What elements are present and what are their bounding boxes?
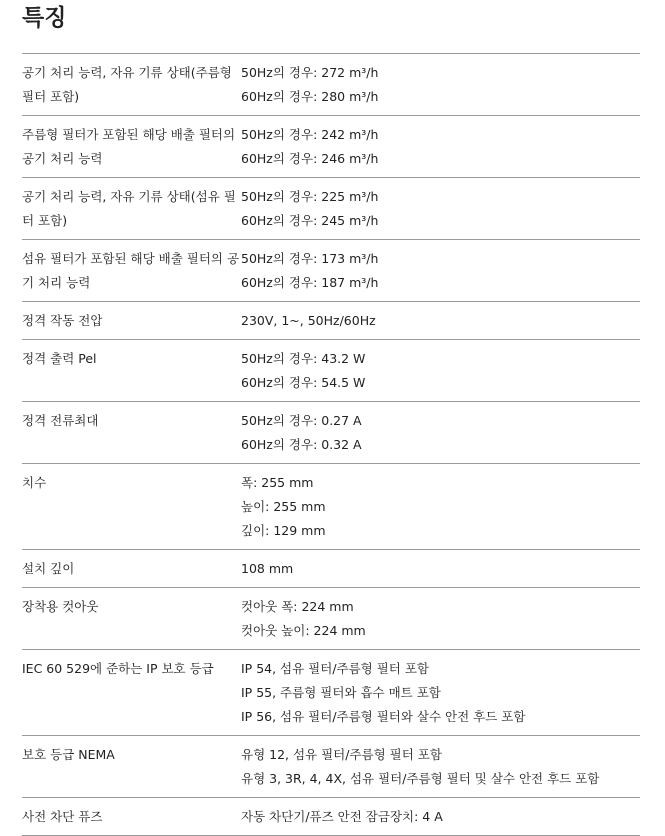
spec-value: 50Hz의 경우: 43.2 W — [241, 351, 366, 366]
spec-value: 깊이: 129 mm — [241, 523, 326, 538]
spec-values — [241, 409, 640, 457]
spec-values — [241, 595, 640, 643]
spec-label: 정격 작동 전압 — [22, 313, 103, 328]
spec-value: IP 56, 섬유 필터/주름형 필터와 살수 안전 후드 포함 — [241, 709, 526, 724]
spec-values — [241, 247, 640, 295]
spec-row — [22, 798, 640, 836]
spec-row — [22, 550, 640, 588]
spec-values — [241, 471, 640, 543]
spec-values — [241, 309, 640, 333]
spec-label: 공기 처리 능력, 자유 기류 상태(주름형 필터 포함) — [22, 65, 232, 104]
spec-value: 50Hz의 경우: 173 m³/h — [241, 251, 379, 266]
spec-value: IP 54, 섬유 필터/주름형 필터 포함 — [241, 661, 430, 676]
spec-label: 섬유 필터가 포함된 해당 배출 필터의 공기 처리 능력 — [22, 251, 240, 290]
spec-row — [22, 588, 640, 650]
spec-row — [22, 464, 640, 550]
spec-row — [22, 116, 640, 178]
spec-label: 설치 깊이 — [22, 561, 75, 576]
spec-value: 60Hz의 경우: 54.5 W — [241, 375, 366, 390]
spec-label: IEC 60 529에 준하는 IP 보호 등급 — [22, 661, 214, 676]
spec-value: 230V, 1~, 50Hz/60Hz — [241, 313, 376, 328]
spec-value: 50Hz의 경우: 225 m³/h — [241, 189, 379, 204]
spec-values — [241, 347, 640, 395]
spec-value: 108 mm — [241, 561, 294, 576]
spec-values — [241, 123, 640, 171]
spec-row — [22, 736, 640, 798]
spec-label: 공기 처리 능력, 자유 기류 상태(섬유 필터 포함) — [22, 189, 236, 228]
spec-value: 높이: 255 mm — [241, 499, 326, 514]
spec-row — [22, 650, 640, 736]
spec-values — [241, 185, 640, 233]
spec-label: 정격 출력 Pel — [22, 351, 97, 366]
spec-label: 보호 등급 NEMA — [22, 747, 115, 762]
spec-value: 유형 3, 3R, 4, 4X, 섬유 필터/주름형 필터 및 살수 안전 후드 포함 — [241, 771, 600, 786]
spec-value: IP 55, 주름형 필터와 흡수 매트 포함 — [241, 685, 441, 700]
spec-value: 60Hz의 경우: 245 m³/h — [241, 213, 379, 228]
spec-row — [22, 302, 640, 340]
spec-value: 폭: 255 mm — [241, 475, 314, 490]
spec-row — [22, 340, 640, 402]
spec-label: 치수 — [22, 475, 47, 490]
spec-value: 60Hz의 경우: 246 m³/h — [241, 151, 379, 166]
spec-value: 50Hz의 경우: 0.27 A — [241, 413, 362, 428]
spec-value: 60Hz의 경우: 280 m³/h — [241, 89, 379, 104]
spec-row — [22, 240, 640, 302]
spec-row — [22, 54, 640, 116]
spec-label: 정격 전류최대 — [22, 413, 99, 428]
spec-values — [241, 805, 640, 829]
page-title: 특징 — [22, 5, 67, 31]
spec-value: 50Hz의 경우: 242 m³/h — [241, 127, 379, 142]
spec-label: 주름형 필터가 포함된 해당 배출 필터의 공기 처리 능력 — [22, 127, 236, 166]
spec-value: 유형 12, 섬유 필터/주름형 필터 포함 — [241, 747, 442, 762]
spec-label: 사전 차단 퓨즈 — [22, 809, 103, 824]
spec-values — [241, 61, 640, 109]
spec-row — [22, 178, 640, 240]
spec-values — [241, 557, 640, 581]
spec-value: 50Hz의 경우: 272 m³/h — [241, 65, 379, 80]
spec-label: 장착용 컷아웃 — [22, 599, 99, 614]
spec-values — [241, 743, 640, 791]
spec-value: 컷아웃 높이: 224 mm — [241, 623, 366, 638]
spec-table — [22, 53, 640, 836]
spec-row — [22, 402, 640, 464]
spec-values — [241, 657, 640, 729]
spec-value: 컷아웃 폭: 224 mm — [241, 599, 354, 614]
spec-value: 자동 차단기/퓨즈 안전 잠금장치: 4 A — [241, 809, 443, 824]
spec-value: 60Hz의 경우: 187 m³/h — [241, 275, 379, 290]
spec-value: 60Hz의 경우: 0.32 A — [241, 437, 362, 452]
